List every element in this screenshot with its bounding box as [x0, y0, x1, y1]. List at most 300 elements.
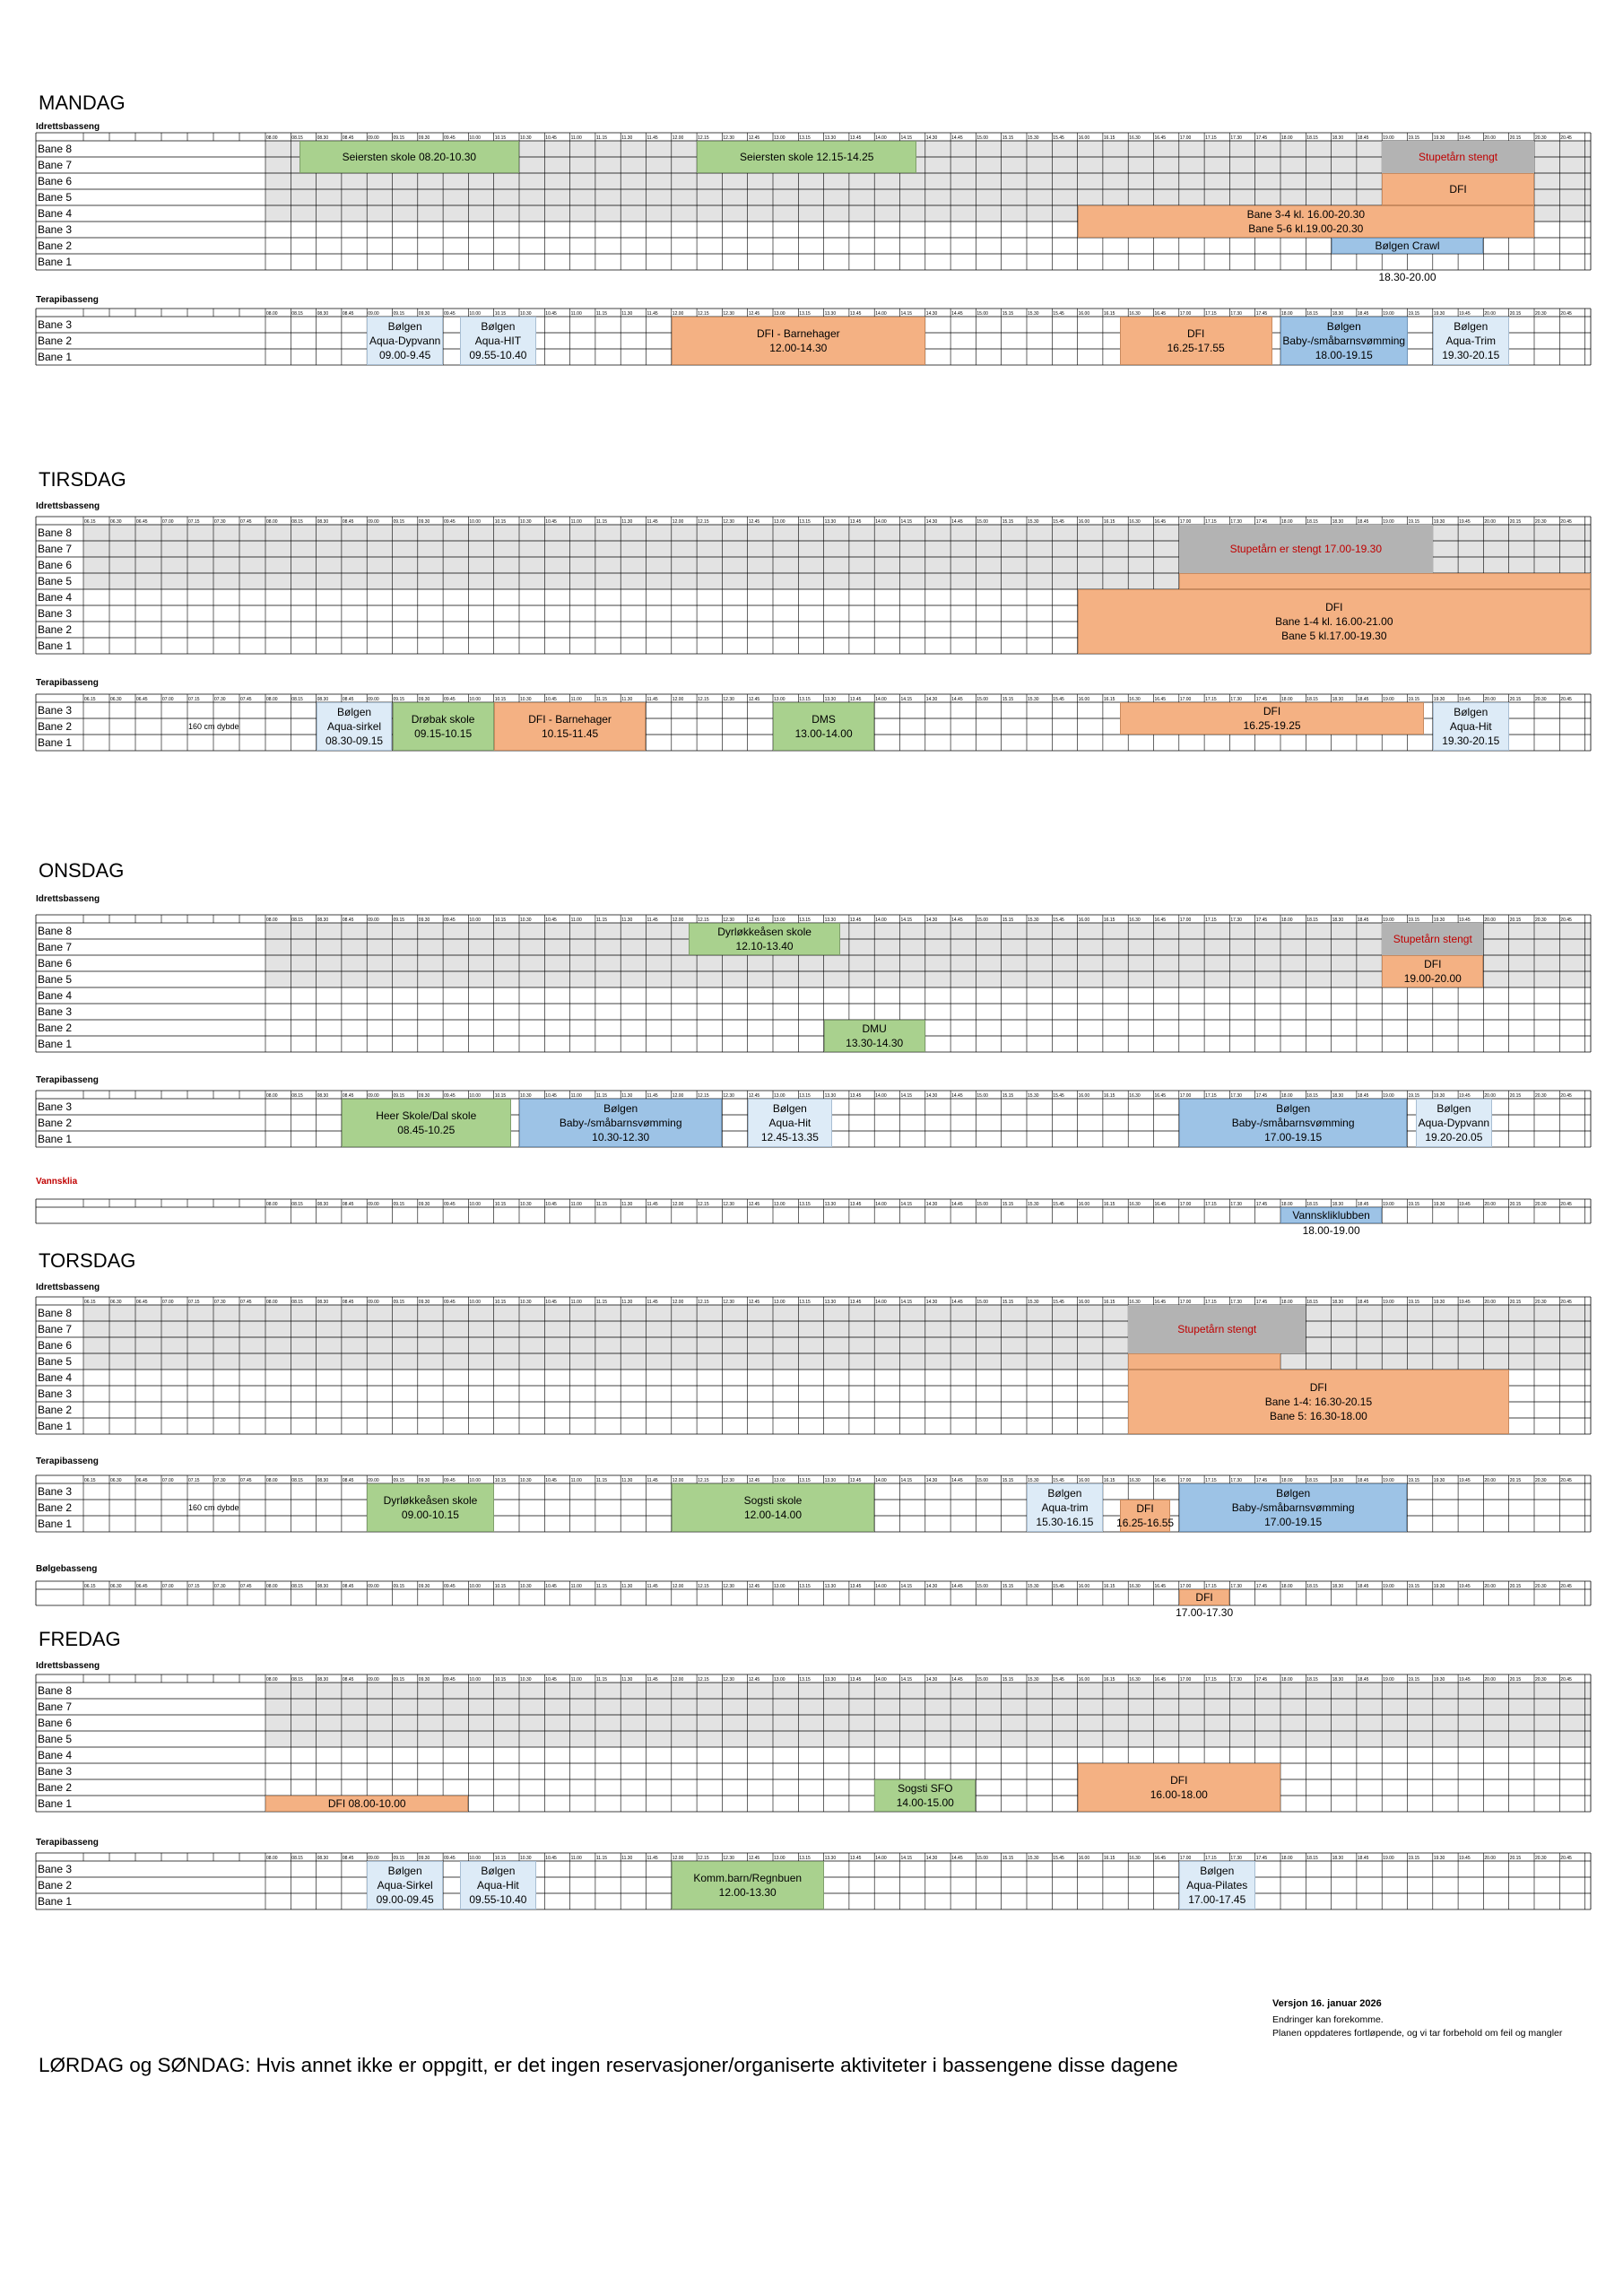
time-tick-label: 17.30: [1230, 1584, 1242, 1589]
time-tick-label: 12.00: [672, 519, 684, 525]
lane-label: Bane 3: [38, 1005, 73, 1018]
time-tick-label: 19.45: [1459, 1093, 1471, 1099]
time-tick-label: 14.45: [951, 1856, 963, 1861]
time-tick-label: 15.30: [1028, 311, 1039, 317]
time-tick-label: 10.45: [545, 697, 557, 702]
time-tick-label: 19.30: [1433, 918, 1445, 923]
activity-text: 13.00-14.00: [794, 727, 853, 740]
time-tick-label: 18.30: [1332, 1300, 1344, 1305]
time-tick-label: 19.45: [1459, 918, 1471, 923]
time-tick-label: 16.15: [1103, 1584, 1115, 1589]
time-tick-label: 13.30: [824, 918, 837, 923]
time-tick-label: 13.15: [799, 1584, 811, 1589]
time-tick-label: 11.30: [621, 697, 633, 702]
time-tick-label: 19.45: [1459, 1856, 1471, 1861]
time-tick-label: 19.15: [1408, 1584, 1420, 1589]
time-tick-label: 17.15: [1205, 918, 1217, 923]
time-tick-label: 15.00: [976, 1478, 988, 1483]
time-tick-label: 07.30: [214, 1300, 226, 1305]
time-tick-label: 18.45: [1357, 1677, 1369, 1683]
time-tick-label: 12.45: [748, 1093, 760, 1099]
time-tick-label: 17.45: [1255, 918, 1268, 923]
time-tick-label: 13.15: [799, 1093, 811, 1099]
time-tick-label: 16.15: [1103, 135, 1115, 141]
time-tick-label: 18.45: [1357, 519, 1369, 525]
activity-block: [672, 317, 925, 365]
time-tick-label: 12.15: [698, 311, 709, 317]
time-tick-label: 20.00: [1484, 1677, 1496, 1683]
time-tick-label: 15.30: [1028, 1202, 1039, 1207]
activity-block: [342, 1099, 511, 1147]
time-tick-label: 09.15: [393, 135, 405, 141]
time-tick-label: 11.45: [647, 1856, 658, 1861]
schedule-grid-torsdag-bolgebasseng: [36, 1581, 1591, 1619]
time-tick-label: 13.00: [774, 1677, 785, 1683]
time-tick-label: 13.45: [849, 1584, 862, 1589]
activity-block: [1120, 702, 1425, 735]
time-tick-label: 14.15: [900, 311, 913, 317]
activity-text: Bane 1-4: 16.30-20.15: [1264, 1396, 1373, 1408]
time-tick-label: 14.30: [925, 918, 938, 923]
lane-label: Bane 1: [38, 351, 73, 363]
time-tick-label: 18.45: [1357, 1300, 1369, 1305]
time-tick-label: 19.30: [1433, 1093, 1445, 1099]
activity-text: Dyrløkkeåsen skole: [383, 1494, 478, 1507]
time-tick-label: 17.30: [1230, 1300, 1242, 1305]
time-tick-label: 10.00: [469, 1584, 481, 1589]
time-tick-label: 17.00: [1179, 311, 1192, 317]
time-tick-label: 12.00: [672, 1202, 684, 1207]
time-tick-label: 18.15: [1306, 1584, 1318, 1589]
time-tick-label: 12.30: [723, 1584, 734, 1589]
section-label-idrettsbasseng: Idrettsbasseng: [36, 1661, 100, 1671]
activity-text: Komm.barn/Regnbuen: [693, 1872, 803, 1884]
activity-block: [1078, 1763, 1280, 1812]
time-tick-label: 06.45: [136, 1478, 148, 1483]
lane-label: Bane 3: [38, 607, 73, 620]
time-tick-label: 11.15: [595, 1202, 608, 1207]
time-tick-label: 14.15: [900, 1300, 913, 1305]
activity-text: Bølgen: [603, 1102, 638, 1115]
closed-lane-shade: [83, 541, 265, 557]
activity-text: 18.00-19.15: [1315, 349, 1373, 361]
section-label-terapibasseng: Terapibasseng: [36, 1838, 99, 1848]
time-tick-label: 06.45: [136, 697, 148, 702]
activity-block: [697, 141, 916, 173]
time-tick-label: 20.30: [1535, 1584, 1547, 1589]
lane-label: Bane 4: [38, 207, 73, 220]
time-tick-label: 13.30: [824, 1478, 837, 1483]
time-tick-label: 16.30: [1129, 1202, 1141, 1207]
time-tick-label: 09.00: [368, 697, 379, 702]
time-tick-label: 15.00: [976, 135, 988, 141]
time-tick-label: 14.15: [900, 1202, 913, 1207]
time-tick-label: 10.00: [469, 135, 481, 141]
lane-label: Bane 1: [38, 1038, 73, 1050]
activity-block: [773, 702, 874, 751]
time-tick-label: 17.30: [1230, 918, 1242, 923]
time-tick-label: 13.00: [774, 1202, 785, 1207]
time-tick-label: 10.30: [520, 311, 532, 317]
time-tick-label: 16.45: [1154, 1093, 1167, 1099]
time-tick-label: 11.00: [570, 519, 582, 525]
time-tick-label: 10.30: [520, 135, 532, 141]
time-tick-label: 20.30: [1535, 1478, 1547, 1483]
lane-label: Bane 3: [38, 704, 73, 717]
closed-lane-shade: [83, 573, 265, 589]
time-tick-label: 14.00: [875, 1202, 887, 1207]
time-tick-label: 19.30: [1433, 1300, 1445, 1305]
time-tick-label: 07.15: [188, 1478, 200, 1483]
time-tick-label: 14.15: [900, 697, 913, 702]
time-tick-label: 19.00: [1383, 135, 1394, 141]
time-tick-label: 12.00: [672, 1300, 684, 1305]
time-tick-label: 06.30: [110, 1584, 122, 1589]
time-tick-label: 20.15: [1509, 918, 1522, 923]
time-tick-label: 08.15: [291, 1300, 303, 1305]
activity-block: [1128, 1370, 1509, 1434]
time-tick-label: 08.30: [317, 1202, 329, 1207]
time-tick-label: 20.00: [1484, 1856, 1496, 1861]
time-tick-label: 16.30: [1129, 1677, 1141, 1683]
lane-label: Bane 7: [38, 1323, 73, 1335]
time-tick-label: 09.30: [418, 918, 430, 923]
time-tick-label: 14.45: [951, 697, 963, 702]
activity-text: Bane 3-4 kl. 16.00-20.30: [1246, 208, 1365, 221]
time-tick-label: 08.30: [317, 1478, 329, 1483]
time-tick-label: 13.30: [824, 1584, 837, 1589]
activity-text: Bane 5: 16.30-18.00: [1270, 1410, 1367, 1422]
time-tick-label: 12.45: [748, 1300, 760, 1305]
time-tick-label: 16.00: [1078, 135, 1090, 141]
activity-text: 16.25-19.25: [1243, 719, 1301, 732]
time-tick-label: 13.30: [824, 1856, 837, 1861]
time-tick-label: 17.00: [1179, 1856, 1192, 1861]
time-tick-label: 11.45: [647, 918, 658, 923]
time-tick-label: 13.30: [824, 1300, 837, 1305]
time-tick-label: 20.15: [1509, 1856, 1522, 1861]
time-tick-label: 13.00: [774, 135, 785, 141]
time-tick-label: 15.00: [976, 519, 988, 525]
time-tick-label: 19.00: [1383, 1300, 1394, 1305]
time-tick-label: 12.30: [723, 1300, 734, 1305]
time-tick-label: 16.00: [1078, 1584, 1090, 1589]
time-tick-label: 07.00: [162, 1478, 174, 1483]
time-tick-label: 12.00: [672, 135, 684, 141]
time-tick-label: 13.00: [774, 697, 785, 702]
activity-block: [1382, 955, 1483, 987]
time-tick-label: 09.30: [418, 697, 430, 702]
activity-text: Bølgen: [1454, 320, 1488, 333]
activity-text: Baby-/småbarnsvømming: [1231, 1501, 1355, 1514]
time-tick-label: 20.45: [1560, 697, 1572, 702]
time-tick-label: 20.15: [1509, 1300, 1522, 1305]
time-tick-label: 14.15: [900, 1478, 913, 1483]
lane-label: Bane 2: [38, 1022, 73, 1034]
time-tick-label: 17.45: [1255, 1856, 1268, 1861]
time-tick-label: 19.15: [1408, 311, 1420, 317]
time-tick-label: 07.30: [214, 1478, 226, 1483]
activity-text: DMU: [862, 1022, 887, 1035]
time-tick-label: 15.45: [1053, 1677, 1064, 1683]
time-tick-label: 20.30: [1535, 1202, 1547, 1207]
time-tick-label: 09.15: [393, 697, 405, 702]
activity-text: Aqua-Hit: [477, 1879, 519, 1892]
section-label-idrettsbasseng: Idrettsbasseng: [36, 122, 100, 132]
time-tick-label: 20.00: [1484, 311, 1496, 317]
lane-label: Bane 2: [38, 720, 73, 733]
time-tick-label: 13.15: [799, 918, 811, 923]
time-tick-label: 13.00: [774, 311, 785, 317]
time-tick-label: 11.15: [595, 519, 608, 525]
time-tick-label: 08.45: [342, 1093, 354, 1099]
time-tick-label: 14.45: [951, 1478, 963, 1483]
activity-text: Bølgen: [1276, 1102, 1311, 1115]
lane-label: Bane 4: [38, 989, 73, 1002]
time-tick-label: 11.30: [621, 311, 633, 317]
time-tick-label: 12.15: [698, 1478, 709, 1483]
time-tick-label: 16.00: [1078, 1300, 1090, 1305]
activity-text: 09.00-9.45: [378, 349, 431, 361]
activity-text: 15.30-16.15: [1036, 1516, 1094, 1528]
time-tick-label: 18.45: [1357, 1478, 1369, 1483]
time-tick-label: 09.30: [418, 1478, 430, 1483]
time-tick-label: 20.00: [1484, 1478, 1496, 1483]
time-tick-label: 07.15: [188, 1584, 200, 1589]
time-tick-label: 06.15: [84, 1478, 96, 1483]
lane-label: Bane 1: [38, 256, 73, 268]
time-tick-label: 17.45: [1255, 1478, 1268, 1483]
time-tick-label: 17.45: [1255, 1300, 1268, 1305]
time-tick-label: 08.45: [342, 1856, 354, 1861]
time-tick-label: 08.45: [342, 918, 354, 923]
activity-time-text: 18.00-19.00: [1302, 1224, 1360, 1237]
time-tick-label: 14.45: [951, 1093, 963, 1099]
time-tick-label: 16.15: [1103, 697, 1115, 702]
time-tick-label: 06.30: [110, 1478, 122, 1483]
activity-text: Bane 5-6 kl.19.00-20.30: [1248, 222, 1364, 235]
activity-text: Baby-/småbarnsvømming: [1231, 1117, 1355, 1129]
time-tick-label: 20.15: [1509, 697, 1522, 702]
time-tick-label: 09.30: [418, 1093, 430, 1099]
time-tick-label: 11.00: [570, 1300, 582, 1305]
time-tick-label: 16.15: [1103, 519, 1115, 525]
time-tick-label: 09.30: [418, 135, 430, 141]
time-tick-label: 12.00: [672, 1584, 684, 1589]
time-tick-label: 17.45: [1255, 1677, 1268, 1683]
activity-block: [299, 141, 519, 173]
footer-note-changes: Endringer kan forekomme.: [1272, 2014, 1384, 2025]
time-tick-label: 17.45: [1255, 1093, 1268, 1099]
time-tick-label: 20.45: [1560, 519, 1572, 525]
time-tick-label: 12.30: [723, 697, 734, 702]
time-tick-label: 11.15: [595, 918, 608, 923]
time-tick-label: 13.00: [774, 1093, 785, 1099]
time-tick-label: 20.45: [1560, 311, 1572, 317]
time-tick-label: 08.45: [342, 1478, 354, 1483]
time-tick-label: 10.15: [494, 1677, 507, 1683]
time-tick-label: 09.30: [418, 1584, 430, 1589]
time-tick-label: 12.45: [748, 697, 760, 702]
time-tick-label: 10.00: [469, 697, 481, 702]
time-tick-label: 14.15: [900, 1677, 913, 1683]
time-tick-label: 09.15: [393, 519, 405, 525]
activity-text: Sogsti SFO: [898, 1782, 953, 1795]
time-tick-label: 16.30: [1129, 1300, 1141, 1305]
closed-lane-shade: [265, 1305, 1591, 1321]
time-tick-label: 06.45: [136, 519, 148, 525]
time-tick-label: 16.45: [1154, 1856, 1167, 1861]
time-tick-label: 16.45: [1154, 1300, 1167, 1305]
time-tick-label: 18.30: [1332, 311, 1344, 317]
time-tick-label: 14.45: [951, 1584, 963, 1589]
time-tick-label: 07.45: [240, 1584, 252, 1589]
time-tick-label: 11.30: [621, 1093, 633, 1099]
time-tick-label: 06.15: [84, 1584, 96, 1589]
section-label-idrettsbasseng: Idrettsbasseng: [36, 501, 100, 511]
time-tick-label: 16.30: [1129, 1856, 1141, 1861]
time-tick-label: 10.45: [545, 311, 557, 317]
time-tick-label: 16.15: [1103, 311, 1115, 317]
time-tick-label: 13.15: [799, 1478, 811, 1483]
time-tick-label: 11.00: [570, 1093, 582, 1099]
time-tick-label: 18.00: [1281, 1093, 1293, 1099]
time-tick-label: 10.30: [520, 1478, 532, 1483]
time-tick-label: 09.30: [418, 519, 430, 525]
time-tick-label: 08.15: [291, 311, 303, 317]
time-tick-label: 12.15: [698, 697, 709, 702]
lane-label: Bane 2: [38, 239, 73, 252]
lane-label: Bane 6: [38, 1717, 73, 1729]
time-tick-label: 17.15: [1205, 135, 1217, 141]
time-tick-label: 15.15: [1002, 697, 1014, 702]
time-tick-label: 15.30: [1028, 1677, 1039, 1683]
time-tick-label: 17.15: [1205, 1584, 1217, 1589]
time-tick-label: 11.00: [570, 311, 582, 317]
time-tick-label: 12.15: [698, 918, 709, 923]
activity-text: 19.20-20.05: [1425, 1131, 1483, 1144]
lane-label: Bane 6: [38, 175, 73, 187]
time-tick-label: 15.15: [1002, 918, 1014, 923]
activity-block: [460, 317, 536, 365]
time-tick-label: 08.30: [317, 311, 329, 317]
time-tick-label: 13.30: [824, 519, 837, 525]
time-tick-label: 19.00: [1383, 1677, 1394, 1683]
activity-text: Bølgen: [1454, 706, 1488, 718]
activity-text: 13.30-14.30: [846, 1037, 904, 1049]
time-tick-label: 08.30: [317, 135, 329, 141]
time-tick-label: 08.00: [266, 311, 278, 317]
activity-block: [1128, 1353, 1280, 1370]
time-tick-label: 09.00: [368, 1677, 379, 1683]
time-tick-label: 20.00: [1484, 1300, 1496, 1305]
time-tick-label: 12.30: [723, 1677, 734, 1683]
section-label-terapibasseng: Terapibasseng: [36, 295, 99, 305]
section-label-idrettsbasseng: Idrettsbasseng: [36, 1283, 100, 1292]
time-tick-label: 08.15: [291, 1093, 303, 1099]
time-tick-label: 19.45: [1459, 1677, 1471, 1683]
closed-lane-shade: [83, 1321, 265, 1337]
day-title-fredag: FREDAG: [39, 1628, 121, 1650]
time-tick-label: 14.30: [925, 519, 938, 525]
time-tick-label: 17.45: [1255, 519, 1268, 525]
time-tick-label: 10.45: [545, 1300, 557, 1305]
time-tick-label: 10.15: [494, 1300, 507, 1305]
activity-text: Bølgen: [1436, 1102, 1471, 1115]
activity-text: Aqua-Trim: [1445, 335, 1497, 347]
lane-label: Bane 8: [38, 925, 73, 937]
time-tick-label: 08.00: [266, 1300, 278, 1305]
time-tick-label: 17.15: [1205, 1300, 1217, 1305]
schedule-grid-onsdag-idrettsbasseng: [36, 915, 1591, 1052]
day-title-tirsdag: TIRSDAG: [39, 468, 126, 491]
time-tick-label: 19.30: [1433, 135, 1445, 141]
time-tick-label: 12.15: [698, 1584, 709, 1589]
activity-text: 09.55-10.40: [469, 349, 527, 361]
time-tick-label: 19.00: [1383, 1093, 1394, 1099]
activity-text: Bølgen: [1276, 1487, 1311, 1500]
activity-text: Aqua-sirkel: [327, 720, 382, 733]
activity-block: [1078, 589, 1591, 654]
activity-text: Bane 1-4 kl. 16.00-21.00: [1275, 615, 1393, 628]
time-tick-label: 11.00: [570, 1478, 582, 1483]
section-label-terapibasseng: Terapibasseng: [36, 1075, 99, 1085]
time-tick-label: 06.45: [136, 1300, 148, 1305]
time-tick-label: 09.45: [444, 519, 456, 525]
time-tick-label: 09.00: [368, 918, 379, 923]
time-tick-label: 13.15: [799, 1677, 811, 1683]
time-tick-label: 18.15: [1306, 1300, 1318, 1305]
time-tick-label: 19.15: [1408, 1677, 1420, 1683]
time-tick-label: 09.30: [418, 311, 430, 317]
time-tick-label: 15.15: [1002, 135, 1014, 141]
time-tick-label: 09.45: [444, 1478, 456, 1483]
time-tick-label: 10.00: [469, 1202, 481, 1207]
time-tick-label: 19.45: [1459, 519, 1471, 525]
time-tick-label: 19.30: [1433, 1856, 1445, 1861]
time-tick-label: 09.15: [393, 1202, 405, 1207]
activity-text: 09.00-10.15: [401, 1509, 459, 1521]
time-tick-label: 10.30: [520, 697, 532, 702]
time-tick-label: 13.45: [849, 1856, 862, 1861]
time-tick-label: 10.00: [469, 311, 481, 317]
time-tick-label: 18.45: [1357, 697, 1369, 702]
time-tick-label: 11.45: [647, 1300, 658, 1305]
lane-label: Bane 1: [38, 1133, 73, 1145]
time-tick-label: 14.45: [951, 918, 963, 923]
time-tick-label: 09.15: [393, 1478, 405, 1483]
time-tick-label: 20.15: [1509, 1202, 1522, 1207]
time-tick-label: 10.30: [520, 1584, 532, 1589]
day-title-torsdag: TORSDAG: [39, 1249, 136, 1272]
activity-text: Dyrløkkeåsen skole: [717, 926, 812, 938]
time-tick-label: 13.45: [849, 1093, 862, 1099]
schedule-grid-tirsdag-terapibasseng: [36, 694, 1591, 751]
time-tick-label: 15.30: [1028, 519, 1039, 525]
time-tick-label: 15.15: [1002, 1584, 1014, 1589]
time-tick-label: 09.15: [393, 918, 405, 923]
time-tick-label: 17.15: [1205, 1202, 1217, 1207]
time-tick-label: 12.00: [672, 1478, 684, 1483]
time-tick-label: 12.45: [748, 1677, 760, 1683]
time-tick-label: 14.30: [925, 311, 938, 317]
time-tick-label: 18.45: [1357, 1202, 1369, 1207]
lane-label: Bane 8: [38, 1684, 73, 1697]
time-tick-label: 11.15: [595, 1300, 608, 1305]
time-tick-label: 16.30: [1129, 1478, 1141, 1483]
time-tick-label: 20.15: [1509, 1478, 1522, 1483]
time-tick-label: 18.30: [1332, 697, 1344, 702]
